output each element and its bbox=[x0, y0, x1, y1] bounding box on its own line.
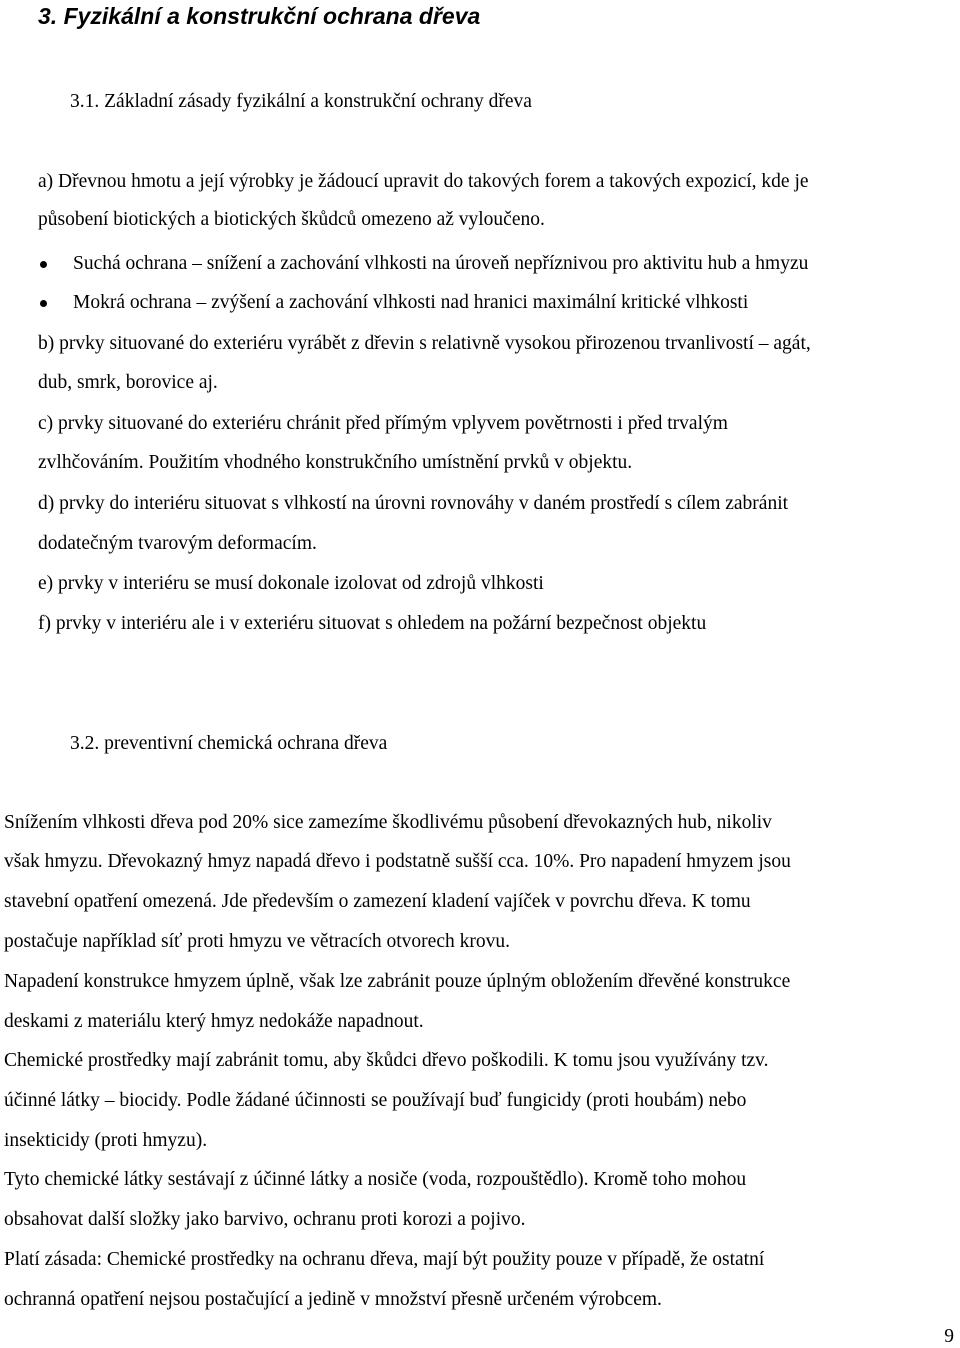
body-line: však hmyzu. Dřevokazný hmyz napadá dřevo i podstatně sušší cca. 10%. Pro napadení hmyzem jsou bbox=[4, 851, 791, 872]
paragraph-a-line: působení biotických a biotických škůdců omezeno až vyloučeno. bbox=[38, 209, 545, 230]
body-line: Tyto chemické látky sestávají z účinné látky a nosiče (voda, rozpouštědlo). Kromě toho mohou bbox=[4, 1169, 747, 1190]
bullet-icon bbox=[40, 300, 47, 307]
page-number: 9 bbox=[944, 1326, 954, 1347]
body-line: stavební opatření omezená. Jde především o zamezení kladení vajíček v povrchu dřeva. K tomu bbox=[4, 891, 751, 912]
paragraph-c-line: zvlhčováním. Použitím vhodného konstrukčního umístnění prvků v objektu. bbox=[38, 452, 633, 473]
paragraph-a-line: a) Dřevnou hmotu a její výrobky je žádoucí upravit do takových forem a takových expozicí, kde je bbox=[38, 171, 809, 192]
body-line: Snížením vlhkosti dřeva pod 20% sice zamezíme škodlivému působení dřevokazných hub, nikoliv bbox=[4, 812, 772, 833]
section-title: 3.2. preventivní chemická ochrana dřeva bbox=[70, 733, 388, 754]
body-line: postačuje například síť proti hmyzu ve větracích otvorech krovu. bbox=[4, 931, 510, 952]
paragraph-e: e) prvky v interiéru se musí dokonale izolovat od zdrojů vlhkosti bbox=[38, 573, 544, 594]
body-line: ochranná opatření nejsou postačující a jedině v množství přesně určeném výrobcem. bbox=[4, 1289, 662, 1310]
bullet-item: Mokrá ochrana – zvýšení a zachování vlhkosti nad hranici maximální kritické vlhkosti bbox=[73, 292, 749, 313]
bullet-icon bbox=[40, 261, 47, 268]
body-line: Platí zásada: Chemické prostředky na ochranu dřeva, mají být použity pouze v případě, že ostatní bbox=[4, 1249, 765, 1270]
body-line: účinné látky – biocidy. Podle žádané účinnosti se používají buď fungicidy (proti houbám) nebo bbox=[4, 1090, 747, 1111]
paragraph-d-line: d) prvky do interiéru situovat s vlhkostí na úrovni rovnováhy v daném prostředí s cílem zabránit bbox=[38, 493, 789, 514]
body-line: Napadení konstrukce hmyzem úplně, však lze zabránit pouze úplným obložením dřevěné konstrukce bbox=[4, 971, 791, 992]
body-line: insekticidy (proti hmyzu). bbox=[4, 1130, 208, 1151]
paragraph-b-line: b) prvky situované do exteriéru vyrábět z dřevin s relativně vysokou přirozenou trvanlivostí – agát, bbox=[38, 333, 811, 354]
paragraph-d-line: dodatečným tvarovým deformacím. bbox=[38, 533, 317, 554]
body-line: Chemické prostředky mají zabránit tomu, aby škůdci dřevo poškodili. K tomu jsou využívány tzv. bbox=[4, 1050, 769, 1071]
paragraph-f: f) prvky v interiéru ale i v exteriéru situovat s ohledem na požární bezpečnost objektu bbox=[38, 613, 707, 634]
bullet-item: Suchá ochrana – snížení a zachování vlhkosti na úroveň nepříznivou pro aktivitu hub a hmyzu bbox=[73, 253, 809, 274]
body-line: deskami z materiálu který hmyz nedokáže napadnout. bbox=[4, 1011, 424, 1032]
chapter-heading: 3. Fyzikální a konstrukční ochrana dřeva bbox=[38, 3, 481, 29]
section-title: 3.1. Základní zásady fyzikální a konstrukční ochrany dřeva bbox=[70, 91, 532, 112]
paragraph-b-line: dub, smrk, borovice aj. bbox=[38, 372, 218, 393]
paragraph-c-line: c) prvky situované do exteriéru chránit před přímým vplyvem povětrnosti i před trvalým bbox=[38, 413, 728, 434]
body-line: obsahovat další složky jako barvivo, ochranu proti korozi a pojivo. bbox=[4, 1209, 526, 1230]
